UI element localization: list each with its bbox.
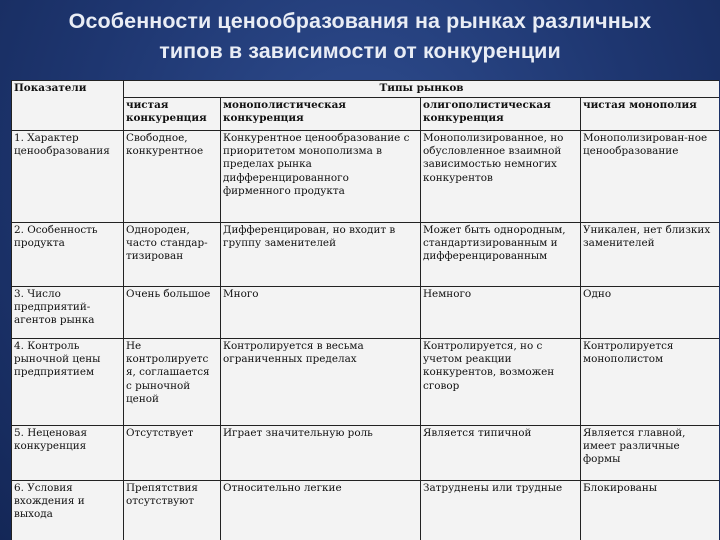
cell-monopoly: Одно bbox=[581, 287, 720, 339]
pricing-table bbox=[11, 80, 719, 540]
row-indicator: 2. Особенность продукта bbox=[12, 223, 124, 287]
table-row bbox=[12, 131, 720, 223]
cell-monopoly: Монополизирован-ное ценообразование bbox=[581, 131, 720, 223]
table-row bbox=[12, 339, 720, 426]
cell-perfect: Препятствия отсутствуют bbox=[124, 481, 221, 540]
cell-oligopolistic: Может быть однородным, стандартизированным и дифференцированным bbox=[421, 223, 581, 287]
cell-monopoly: Является главной, имеет различные формы bbox=[581, 426, 720, 481]
header-market-types: Типы рынков bbox=[124, 81, 720, 98]
slide-title-line-2: типов в зависимости от конкуренции bbox=[159, 39, 561, 63]
cell-monopolistic: Много bbox=[221, 287, 421, 339]
cell-monopolistic: Относительно легкие bbox=[221, 481, 421, 540]
cell-perfect: Отсутствует bbox=[124, 426, 221, 481]
table-row bbox=[12, 481, 720, 540]
header-monopolistic-competition: монополистическая конкуренция bbox=[221, 98, 421, 131]
cell-perfect: Очень большое bbox=[124, 287, 221, 339]
slide-title bbox=[0, 6, 720, 66]
cell-oligopolistic: Немного bbox=[421, 287, 581, 339]
table-scan bbox=[11, 80, 719, 540]
cell-perfect: Свободное, конкурентное bbox=[124, 131, 221, 223]
cell-perfect: Не контролируетс я, соглашается с рыночной ценой bbox=[124, 339, 221, 426]
table-header-row bbox=[12, 81, 720, 98]
cell-oligopolistic: Затруднены или трудные bbox=[421, 481, 581, 540]
table-row bbox=[12, 223, 720, 287]
cell-monopoly: Контролируется монополистом bbox=[581, 339, 720, 426]
cell-monopoly: Блокированы bbox=[581, 481, 720, 540]
cell-perfect: Однороден, часто стандар-тизирован bbox=[124, 223, 221, 287]
table-row bbox=[12, 287, 720, 339]
cell-monopoly: Уникален, нет близких заменителей bbox=[581, 223, 720, 287]
cell-monopolistic: Контролируется в весьма ограниченных пределах bbox=[221, 339, 421, 426]
cell-monopolistic: Дифференцирован, но входит в группу заменителей bbox=[221, 223, 421, 287]
row-indicator: 6. Условия вхождения и выхода bbox=[12, 481, 124, 540]
cell-oligopolistic: Монополизированное, но обусловленное взаимной зависимостью немногих конкурентов bbox=[421, 131, 581, 223]
table-row bbox=[12, 426, 720, 481]
header-indicators: Показатели bbox=[12, 81, 124, 131]
header-perfect-competition: чистая конкуренция bbox=[124, 98, 221, 131]
header-oligopolistic-competition: олигополистическая конкуренция bbox=[421, 98, 581, 131]
row-indicator: 3. Число предприятий-агентов рынка bbox=[12, 287, 124, 339]
cell-monopolistic: Играет значительную роль bbox=[221, 426, 421, 481]
row-indicator: 4. Контроль рыночной цены предприятием bbox=[12, 339, 124, 426]
cell-oligopolistic: Контролируется, но с учетом реакции конкурентов, возможен сговор bbox=[421, 339, 581, 426]
row-indicator: 1. Характер ценообразования bbox=[12, 131, 124, 223]
cell-monopolistic: Конкурентное ценообразование с приоритетом монополизма в пределах рынка дифференцированного фирменного продукта bbox=[221, 131, 421, 223]
row-indicator: 5. Неценовая конкуренция bbox=[12, 426, 124, 481]
header-pure-monopoly: чистая монополия bbox=[581, 98, 720, 131]
slide-title-line-1: Особенности ценообразования на рынках различных bbox=[68, 9, 652, 33]
cell-oligopolistic: Является типичной bbox=[421, 426, 581, 481]
